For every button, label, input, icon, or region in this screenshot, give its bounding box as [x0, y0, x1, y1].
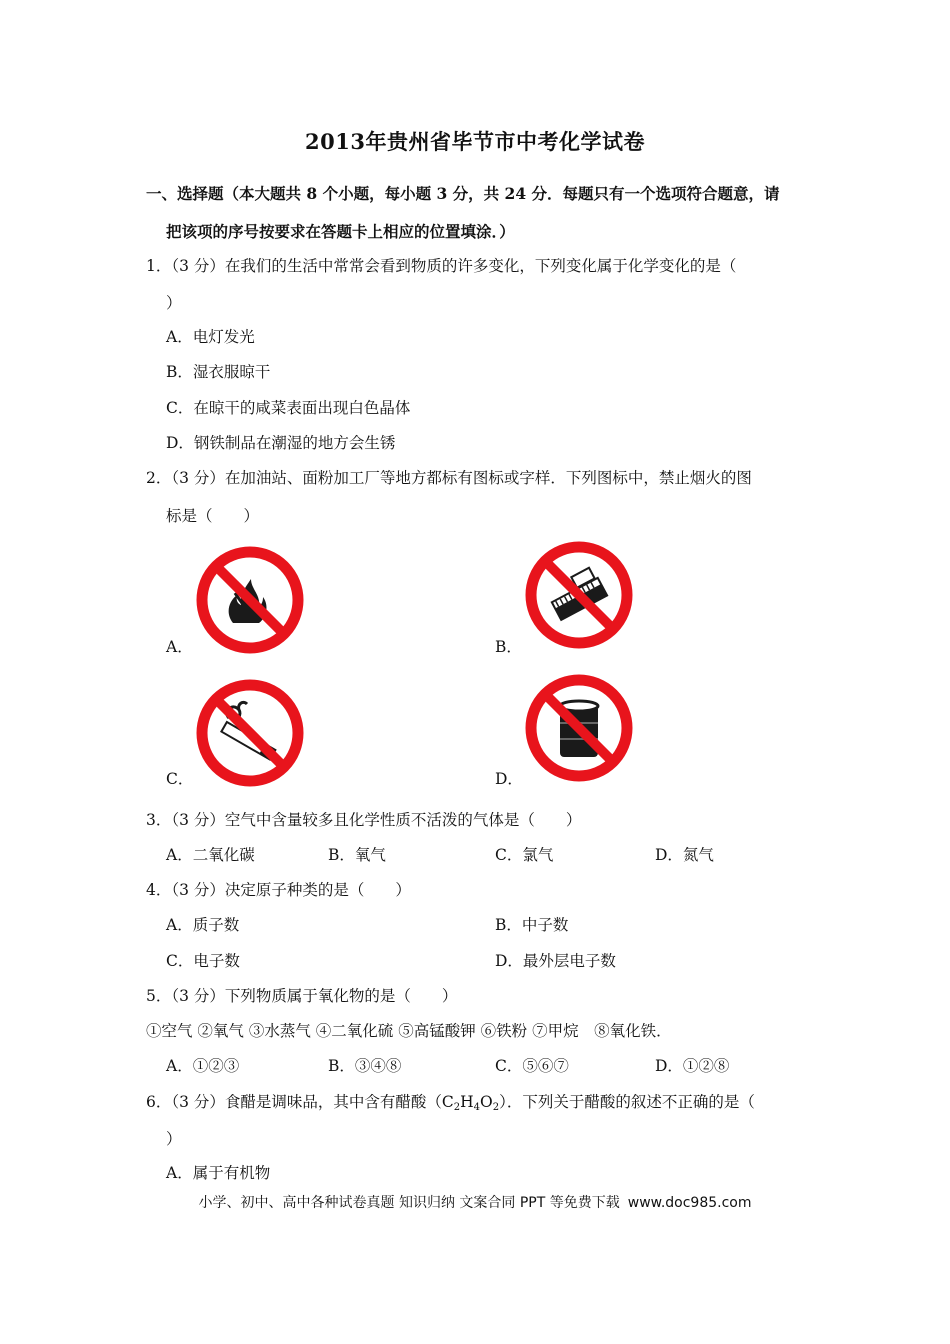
q3-option-b: B．氧气 — [328, 846, 386, 864]
q2-option-a: A． — [166, 638, 193, 656]
section-heading-cont: 把该项的序号按要求在答题卡上相应的位置填涂．） — [166, 222, 515, 241]
q4-option-d: D．最外层电子数 — [495, 952, 616, 970]
page-title: 2013年贵州省毕节市中考化学试卷 — [305, 129, 645, 154]
q6-stem-cont: ） — [166, 1130, 182, 1148]
q2-stem: 2．（3 分）在加油站、面粉加工厂等地方都标有图标或字样．下列图标中，禁止烟火的图 — [146, 469, 752, 487]
q1-option-c: C．在晾干的咸菜表面出现白色晶体 — [166, 399, 411, 417]
q1-option-b: B．湿衣服晾干 — [166, 363, 271, 381]
q1-option-a: A．电灯发光 — [166, 328, 255, 346]
q3-option-d: D．氮气 — [655, 846, 714, 864]
q1-stem-cont: ） — [166, 294, 182, 312]
footer-url[interactable]: www.doc985.com — [627, 1195, 752, 1211]
q6-stem: 6．（3 分）食醋是调味品，其中含有醋酸$(C_2H_4O_2)$．下列关于醋酸的叙述不正确的是（ — [146, 1093, 755, 1113]
q4-option-c: C．电子数 — [166, 952, 240, 970]
no-matches-icon — [524, 540, 634, 650]
q3-stem: 3．（3 分）空气中含量较多且化学性质不活泼的气体是（ ） — [146, 811, 582, 829]
q2-option-c: C． — [166, 770, 194, 788]
q5-items: ①空气 ②氧气 ③水蒸气 ④二氧化硫 ⑤高锰酸钾 ⑥铁粉 ⑦甲烷 ⑧氧化铁． — [146, 1022, 672, 1040]
q5-stem: 5．（3 分）下列物质属于氧化物的是（ ） — [146, 987, 458, 1005]
q5-option-b: B．③④⑧ — [328, 1057, 402, 1075]
no-open-flame-icon — [195, 545, 305, 655]
q5-option-c: C．⑤⑥⑦ — [495, 1057, 569, 1075]
footer-text: 小学、初中、高中各种试卷真题 知识归纳 文案合同 PPT 等免费下载 — [198, 1195, 620, 1211]
q2-stem-cont: 标是（ ） — [166, 507, 260, 525]
footer — [0, 1192, 950, 1212]
q4-option-a: A．质子数 — [166, 916, 240, 934]
q4-stem: 4．（3 分）决定原子种类的是（ ） — [146, 881, 411, 899]
q1-stem: 1．（3 分）在我们的生活中常常会看到物质的许多变化，下列变化属于化学变化的是（ — [146, 257, 737, 275]
q2-option-b: B． — [495, 638, 522, 656]
q6-option-a: A．属于有机物 — [166, 1164, 271, 1182]
no-oil-drum-icon — [524, 673, 634, 783]
q2-option-d: D． — [495, 770, 523, 788]
section-heading: 一、选择题（本大题共 8 个小题，每小题 3 分，共 24 分．每题只有一个选项符合题意，请 — [146, 184, 780, 203]
q3-option-a: A．二氧化碳 — [166, 846, 255, 864]
q3-option-c: C．氯气 — [495, 846, 554, 864]
q5-option-d: D．①②⑧ — [655, 1057, 730, 1075]
no-smoking-icon — [195, 678, 305, 788]
q4-option-b: B．中子数 — [495, 916, 569, 934]
q5-option-a: A．①②③ — [166, 1057, 240, 1075]
q1-option-d: D．钢铁制品在潮湿的地方会生锈 — [166, 434, 396, 452]
